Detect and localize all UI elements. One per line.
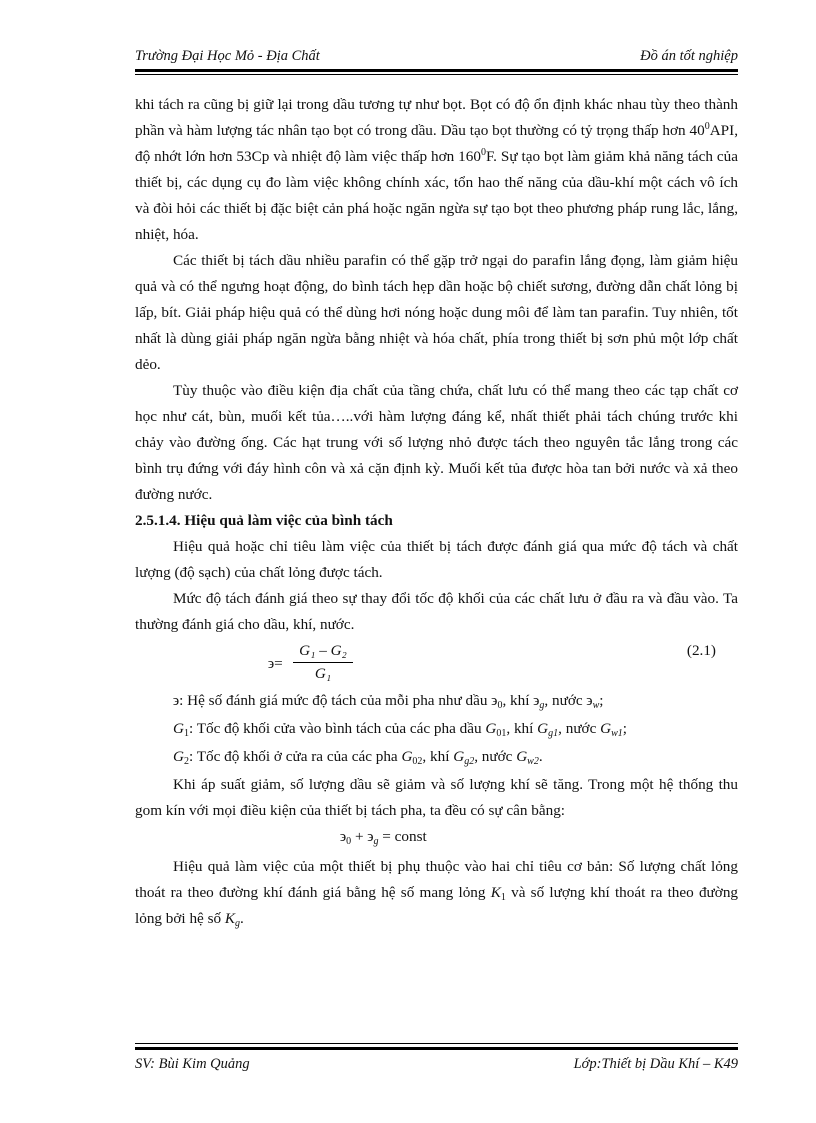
footer-rule-thick [135, 1047, 738, 1050]
header-school: Trường Đại Học Mỏ - Địa Chất [135, 48, 320, 64]
document-body [135, 92, 738, 932]
balance-equation: $϶_0 + ϶_g$ = const [340, 828, 427, 847]
paragraph-pressure: Khi áp suất giảm, số lượng dầu sẽ giảm và số lượng khí sẽ tăng. Trong một hệ thống thu gom kín với mọi điều kiện của thiết bị tách pha, ta đều có sự cân bằng: [135, 776, 738, 819]
section-heading: 2.5.1.4. Hiệu quả làm việc của bình tách [135, 512, 393, 529]
paragraph-separation-degree: Mức độ tách đánh giá theo sự thay đổi tốc độ khối của các chất lưu ở đầu ra và đầu vào. Ta thường đánh giá cho dầu, khí, nước. [135, 590, 738, 633]
paragraph-performance: Hiệu quả làm việc của một thiết bị phụ thuộc vào hai chỉ tiêu cơ bản: Số lượng chất lỏng thoát ra theo đường khí đánh giá bằng hệ số mang lỏng $K_1$ và số lượng khí thoát ra theo đường lỏng bởi hệ số $K_g$. [135, 858, 739, 929]
equation-lhs: ϶= [268, 655, 283, 672]
equation-number: (2.1) [686, 642, 716, 659]
definition-e: ϶: Hệ số đánh giá mức độ tách của mỗi pha như dầu $϶_0$, khí $϶_g$, nước $϶_w$; [173, 692, 604, 711]
equation-denominator: G₁ [314, 665, 332, 682]
page-header [135, 48, 738, 70]
equation-numerator: G₁ – G₂ [299, 642, 347, 659]
symbol-definitions [173, 688, 738, 772]
header-rule-thick [135, 69, 738, 72]
page-footer [135, 1056, 738, 1078]
equation-2-1 [135, 638, 738, 688]
footer-class: Lớp:Thiết bị Dầu Khí – K49 [573, 1056, 738, 1072]
footer-rule-thin [135, 1043, 738, 1044]
definition-g1: $G_1$: Tốc độ khối cửa vào bình tách của các pha dầu $G_{01}$, khí $G_{g1}$, nước $G_{w1}$; [173, 720, 627, 739]
paragraph-paraffin: Các thiết bị tách dầu nhiều parafin có thể gặp trở ngại do parafin lắng đọng, làm giảm hiệu quả và có thể ngưng hoạt động, do bình tách hẹp dần hoặc bộ chiết sương, đường dẫn chất lỏng bị lấp, bít. Giải pháp hiệu quả có thể dùng hơi nóng hoặc dung môi để làm tan parafin. Tuy nhiên, tốt nhất là dùng giải pháp ngăn ngừa bằng nhiệt và hóa chất, phía trong thiết bị sơn phủ một lớp chất dẻo. [135, 252, 738, 373]
paragraph-foam: khi tách ra cũng bị giữ lại trong dầu tương tự như bọt. Bọt có độ ổn định khác nhau tùy theo thành phần và hàm lượng tác nhân tạo bọt có trong dầu. Dầu tạo bọt thường có tỷ trọng thấp hơn $40^0API$, độ nhớt lớn hơn 53Cp và nhiệt độ làm việc thấp hơn $160^0F$. Sự tạo bọt làm giảm khả năng tách của thiết bị, các dụng cụ đo làm việc không chính xác, tổn hao thế năng của dầu-khí một cách vô ích và đòi hỏi các thiết bị đặc biệt cản phá hoặc ngăn ngừa sự tạo bọt theo phương pháp rung lắc, lắng, nhiệt, hóa. [135, 96, 738, 243]
header-title: Đồ án tốt nghiệp [640, 48, 738, 64]
header-rule-thin [135, 74, 738, 75]
definition-g2: $G_2$: Tốc độ khối ở cửa ra của các pha $G_{02}$, khí $G_{g2}$, nước $G_{w2}$. [173, 748, 543, 767]
paragraph-impurities: Tùy thuộc vào điều kiện địa chất của tầng chứa, chất lưu có thể mang theo các tạp chất cơ học như cát, bùn, muối kết tủa…..với hàm lượng đáng kể, nhất thiết phải tách chúng trước khi chảy vào đường ống. Các hạt trung với số lượng nhỏ được tách theo nguyên tắc lắng trong các bình trụ đứng với đáy hình côn và xả cặn định kỳ. Muối kết tủa được hòa tan bởi nước và xả theo đường nước. [135, 382, 738, 503]
paragraph-efficiency: Hiệu quả hoặc chỉ tiêu làm việc của thiết bị tách được đánh giá qua mức độ tách và chất lượng (độ sạch) của chất lỏng được tách. [135, 538, 738, 581]
footer-student: SV: Bùi Kim Quảng [135, 1056, 250, 1072]
